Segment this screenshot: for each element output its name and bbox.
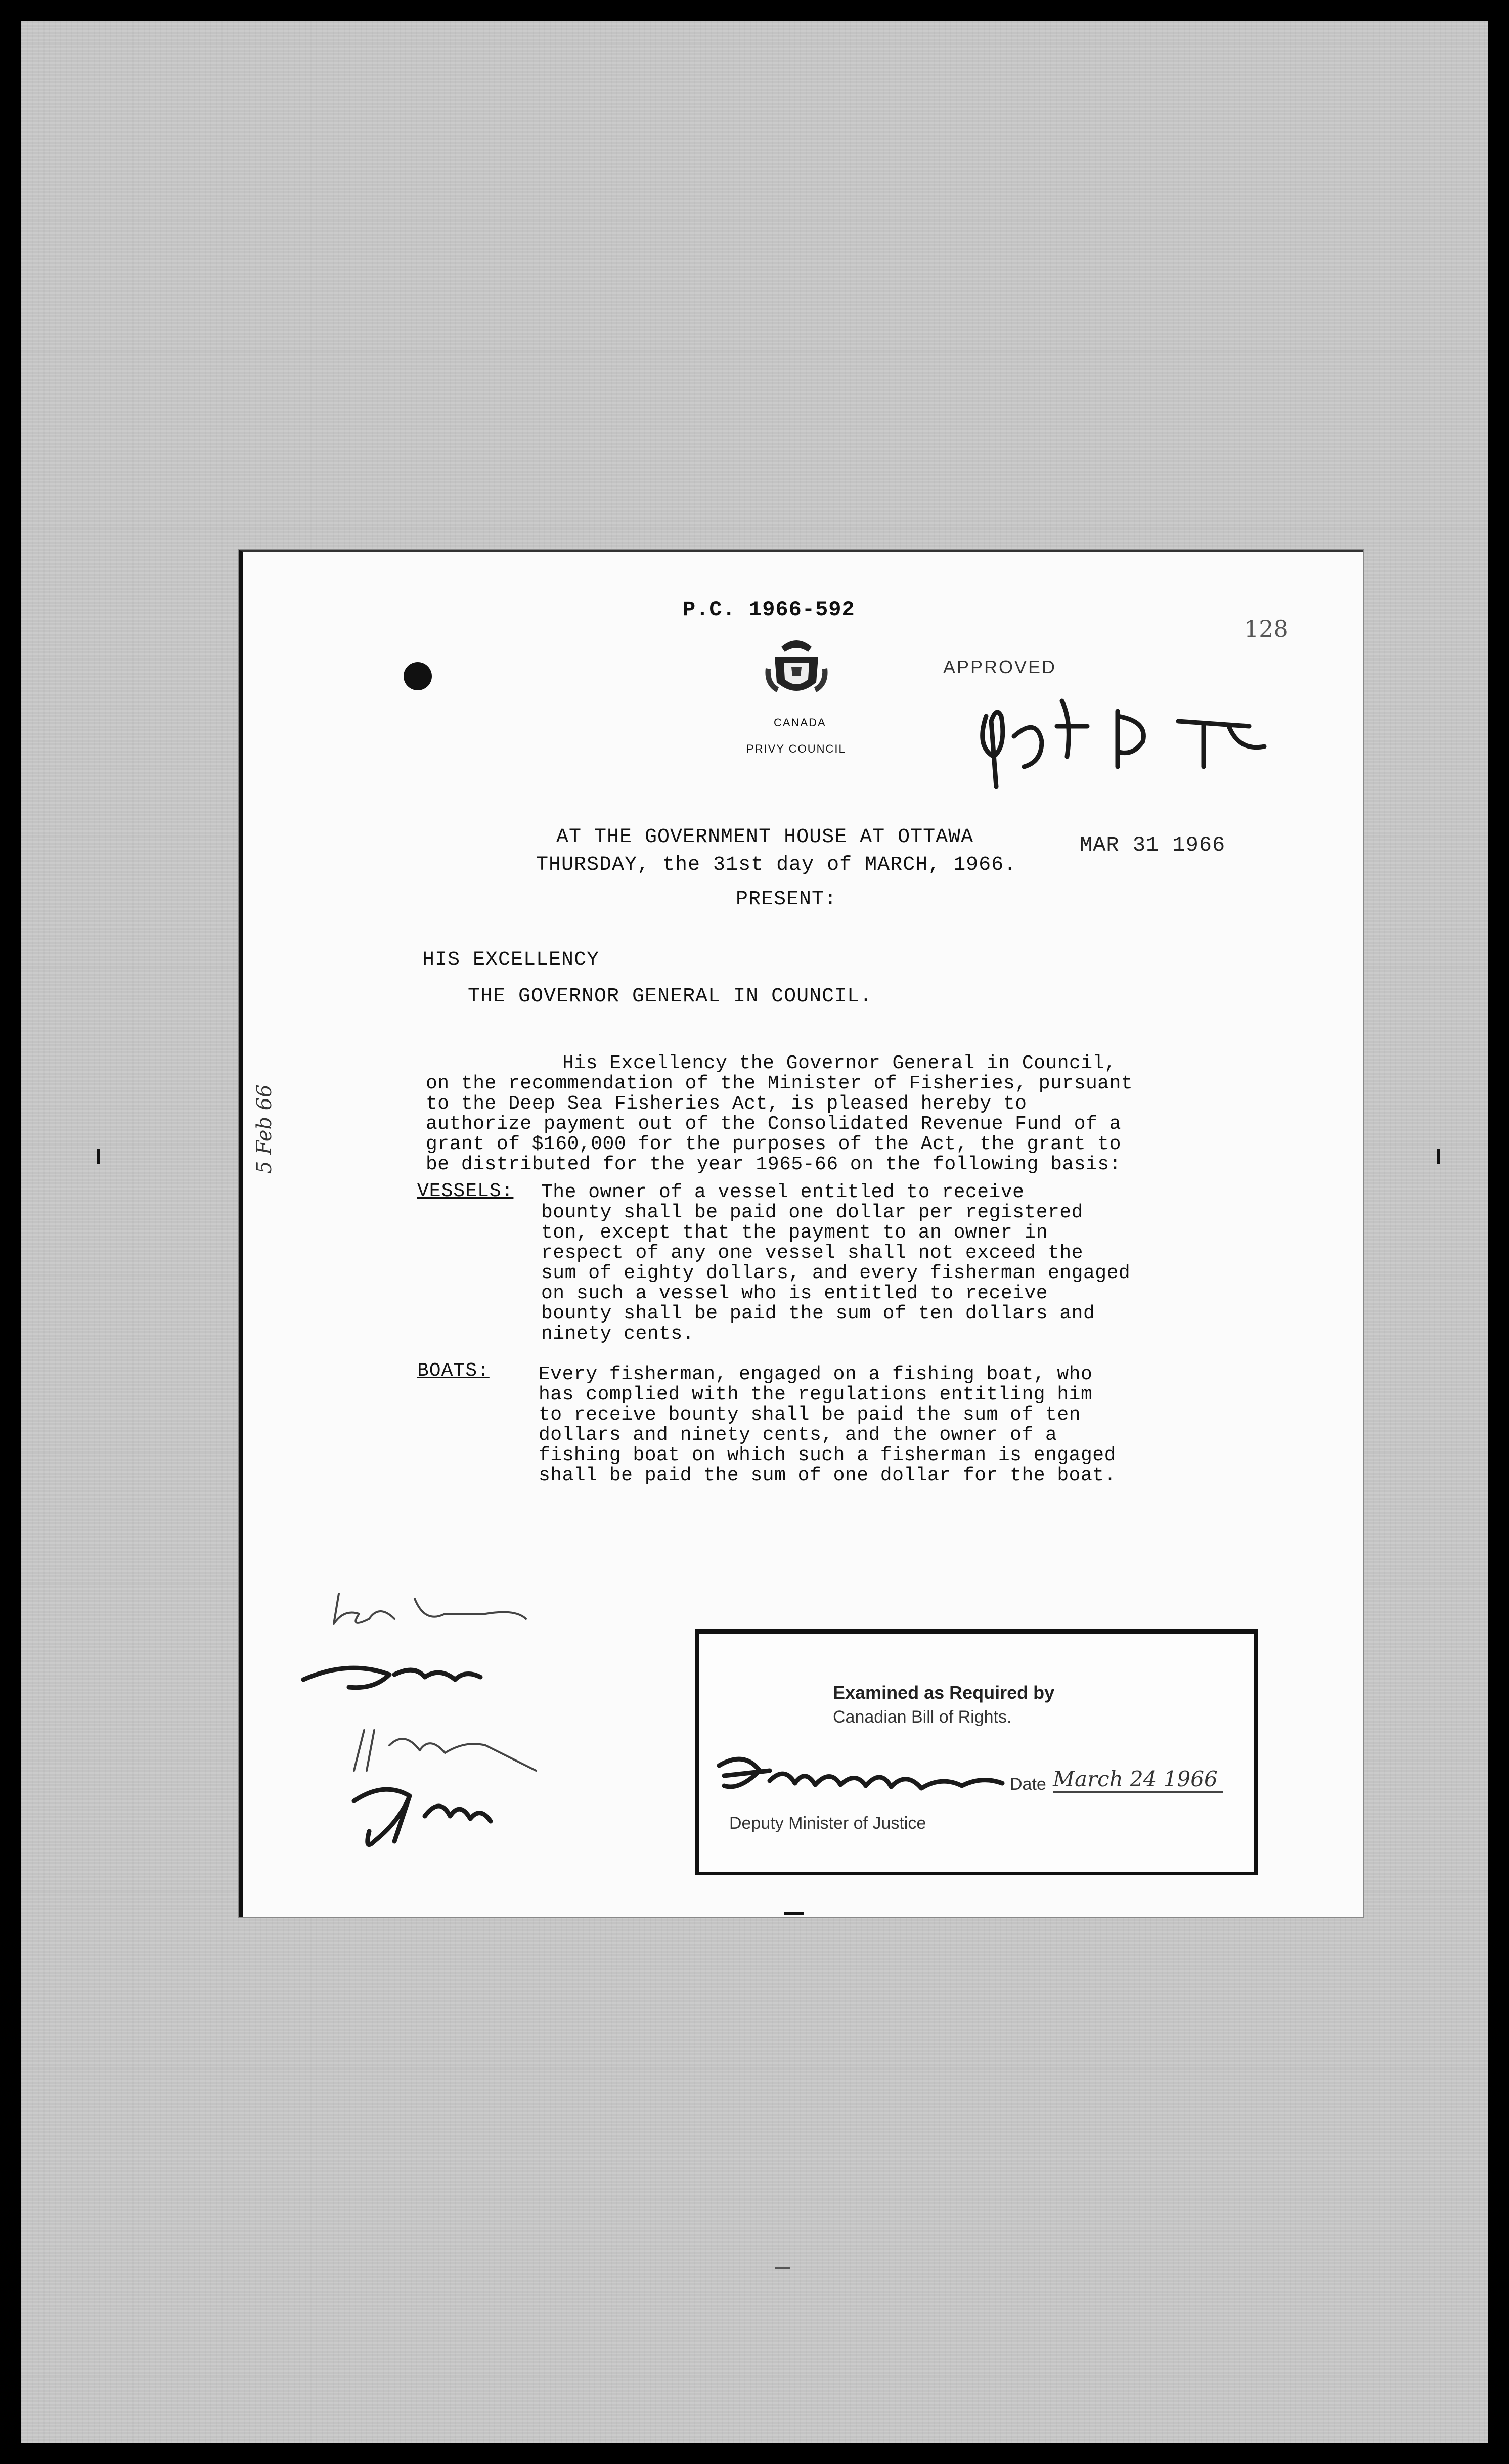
margin-handwritten-note: 5 Feb 66 (253, 1084, 276, 1174)
vessels-line: sum of eighty dollars, and every fisherman engaged (541, 1262, 1131, 1284)
crest-caption-privy-council: PRIVY COUNCIL (746, 742, 846, 755)
examined-line-1: Examined as Required by (833, 1682, 1055, 1703)
date-label: Date (1010, 1775, 1046, 1794)
vessels-line: ninety cents. (541, 1323, 694, 1345)
vessels-line: The owner of a vessel entitled to receive (541, 1181, 1025, 1203)
boats-line: dollars and ninety cents, and the owner of a (539, 1424, 1057, 1446)
boats-line: has complied with the regulations entitling him (539, 1384, 1093, 1405)
boats-line: shall be paid the sum of one dollar for the boat. (539, 1465, 1116, 1486)
vessels-line: bounty shall be paid one dollar per registered (541, 1202, 1083, 1223)
boats-line: to receive bounty shall be paid the sum of ten (539, 1404, 1081, 1426)
pc-number: P.C. 1966-592 (683, 598, 855, 622)
date-value: March 24 1966 (1053, 1767, 1223, 1793)
canada-crest-icon (764, 633, 829, 703)
punch-hole (404, 662, 432, 690)
page-number: 128 (1244, 615, 1289, 642)
order-in-council-document (239, 550, 1363, 1917)
boats-line: fishing boat on which such a fisherman is engaged (539, 1444, 1116, 1466)
left-edge-mark (97, 1149, 100, 1164)
preamble-line-1: AT THE GOVERNMENT HOUSE AT OTTAWA (556, 826, 974, 849)
date-stamp: MAR 31 1966 (1080, 833, 1226, 857)
boats-label: BOATS: (417, 1360, 490, 1382)
body-paragraph-line: be distributed for the year 1965-66 on the following basis: (426, 1154, 1121, 1175)
signer-title: Deputy Minister of Justice (729, 1814, 926, 1833)
examined-line-2: Canadian Bill of Rights. (833, 1707, 1012, 1727)
vessels-line: ton, except that the payment to an owner in (541, 1222, 1048, 1244)
salutation: HIS EXCELLENCY (422, 949, 600, 972)
vessels-line: respect of any one vessel shall not exceed the (541, 1242, 1083, 1264)
approved-stamp: APPROVED (943, 656, 1057, 677)
deputy-minister-signature (709, 1740, 1012, 1816)
examined-box (695, 1629, 1258, 1875)
body-paragraph-line: authorize payment out of the Consolidated Revenue Fund of a (426, 1113, 1121, 1135)
body-paragraph-line: to the Deep Sea Fisheries Act, is pleased hereby to (426, 1093, 1027, 1115)
vessels-line: bounty shall be paid the sum of ten dollars and (541, 1303, 1095, 1325)
crest-caption-canada: CANADA (774, 716, 826, 729)
vessels-label: VESSELS: (417, 1180, 514, 1202)
right-edge-mark (1437, 1149, 1440, 1164)
vessels-line: on such a vessel who is entitled to receive (541, 1283, 1048, 1304)
council-member-signatures (273, 1578, 657, 1862)
microfilm-frame (21, 21, 1488, 2443)
top-dash-mark (775, 2267, 790, 2269)
preamble-line-2: THURSDAY, the 31st day of MARCH, 1966. (536, 854, 1017, 876)
council-line: THE GOVERNOR GENERAL IN COUNCIL. (468, 985, 873, 1008)
body-paragraph-line: on the recommendation of the Minister of Fisheries, pursuant (426, 1073, 1133, 1094)
body-paragraph-line: His Excellency the Governor General in Council, (562, 1052, 1117, 1074)
governor-general-signature (966, 686, 1279, 797)
body-paragraph-line: grant of $160,000 for the purposes of the Act, the grant to (426, 1133, 1121, 1155)
present-label: PRESENT: (736, 888, 837, 911)
bottom-mark (784, 1912, 804, 1915)
boats-line: Every fisherman, engaged on a fishing boat, who (539, 1363, 1093, 1385)
